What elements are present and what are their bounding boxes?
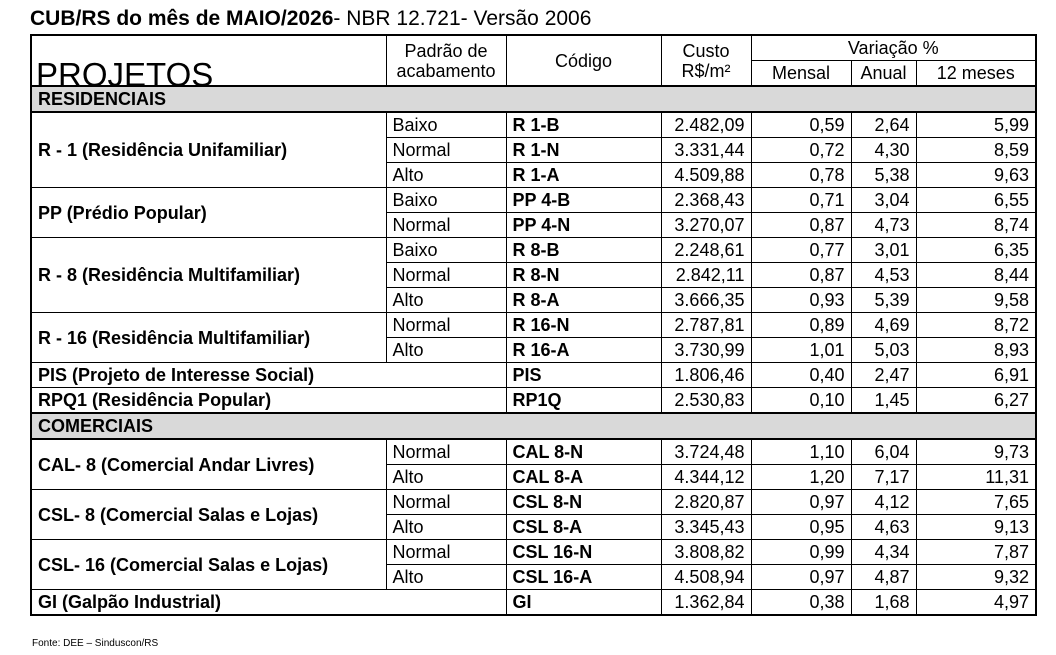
custo-cell: 2.530,83 bbox=[661, 388, 751, 414]
mensal-cell: 0,95 bbox=[751, 515, 851, 540]
project-name: CSL- 16 (Comercial Salas e Lojas) bbox=[31, 540, 386, 590]
codigo-cell: CSL 16-N bbox=[506, 540, 661, 565]
doze-meses-cell: 8,59 bbox=[916, 138, 1036, 163]
table-row bbox=[31, 439, 1036, 465]
table-row bbox=[31, 590, 1036, 616]
anual-cell: 1,45 bbox=[851, 388, 916, 414]
mensal-cell: 0,72 bbox=[751, 138, 851, 163]
anual-cell: 3,01 bbox=[851, 238, 916, 263]
doze-meses-cell: 4,97 bbox=[916, 590, 1036, 616]
codigo-cell: CSL 8-N bbox=[506, 490, 661, 515]
custo-cell: 4.509,88 bbox=[661, 163, 751, 188]
mensal-cell: 1,20 bbox=[751, 465, 851, 490]
codigo-cell: R 1-B bbox=[506, 112, 661, 138]
padrao-cell: Alto bbox=[386, 163, 506, 188]
anual-cell: 5,39 bbox=[851, 288, 916, 313]
custo-cell: 2.842,11 bbox=[661, 263, 751, 288]
anual-cell: 5,38 bbox=[851, 163, 916, 188]
section-row bbox=[31, 413, 1036, 439]
padrao-cell: Normal bbox=[386, 439, 506, 465]
anual-cell: 4,63 bbox=[851, 515, 916, 540]
padrao-cell: Normal bbox=[386, 213, 506, 238]
codigo-header: Código bbox=[506, 35, 661, 86]
padrao-cell: Alto bbox=[386, 515, 506, 540]
padrao-cell: Alto bbox=[386, 465, 506, 490]
codigo-cell: R 8-N bbox=[506, 263, 661, 288]
codigo-cell: R 1-A bbox=[506, 163, 661, 188]
mensal-cell: 0,87 bbox=[751, 213, 851, 238]
table-row bbox=[31, 112, 1036, 138]
section-label: COMERCIAIS bbox=[31, 413, 1036, 439]
custo-cell: 3.730,99 bbox=[661, 338, 751, 363]
padrao-header: Padrão de acabamento bbox=[386, 35, 506, 86]
padrao-cell: Alto bbox=[386, 565, 506, 590]
mensal-cell: 0,97 bbox=[751, 490, 851, 515]
codigo-cell: CSL 8-A bbox=[506, 515, 661, 540]
padrao-cell: Normal bbox=[386, 138, 506, 163]
codigo-cell: CAL 8-A bbox=[506, 465, 661, 490]
anual-cell: 3,04 bbox=[851, 188, 916, 213]
mensal-cell: 0,71 bbox=[751, 188, 851, 213]
codigo-cell: PIS bbox=[506, 363, 661, 388]
custo-cell: 3.666,35 bbox=[661, 288, 751, 313]
codigo-cell: CSL 16-A bbox=[506, 565, 661, 590]
anual-cell: 6,04 bbox=[851, 439, 916, 465]
anual-cell: 4,12 bbox=[851, 490, 916, 515]
mensal-cell: 0,78 bbox=[751, 163, 851, 188]
mensal-cell: 0,87 bbox=[751, 263, 851, 288]
custo-cell: 2.787,81 bbox=[661, 313, 751, 338]
doze-meses-cell: 9,32 bbox=[916, 565, 1036, 590]
codigo-cell: R 16-N bbox=[506, 313, 661, 338]
padrao-cell: Alto bbox=[386, 338, 506, 363]
custo-cell: 4.344,12 bbox=[661, 465, 751, 490]
doze-meses-cell: 9,58 bbox=[916, 288, 1036, 313]
table-row bbox=[31, 540, 1036, 565]
doze-meses-cell: 8,93 bbox=[916, 338, 1036, 363]
doze-meses-header: 12 meses bbox=[916, 61, 1036, 87]
doze-meses-cell: 6,35 bbox=[916, 238, 1036, 263]
table-row bbox=[31, 490, 1036, 515]
doze-meses-cell: 6,55 bbox=[916, 188, 1036, 213]
doze-meses-cell: 8,44 bbox=[916, 263, 1036, 288]
cub-table bbox=[30, 34, 1037, 616]
mensal-cell: 0,97 bbox=[751, 565, 851, 590]
custo-cell: 2.482,09 bbox=[661, 112, 751, 138]
project-name: R - 1 (Residência Unifamiliar) bbox=[31, 112, 386, 188]
codigo-cell: CAL 8-N bbox=[506, 439, 661, 465]
codigo-cell: R 16-A bbox=[506, 338, 661, 363]
custo-line1: Custo bbox=[682, 40, 730, 61]
codigo-cell: R 8-A bbox=[506, 288, 661, 313]
custo-cell: 3.808,82 bbox=[661, 540, 751, 565]
mensal-cell: 0,89 bbox=[751, 313, 851, 338]
custo-cell: 3.270,07 bbox=[661, 213, 751, 238]
custo-cell: 3.724,48 bbox=[661, 439, 751, 465]
project-name: PP (Prédio Popular) bbox=[31, 188, 386, 238]
mensal-cell: 0,59 bbox=[751, 112, 851, 138]
project-name: R - 8 (Residência Multifamiliar) bbox=[31, 238, 386, 313]
custo-cell: 1.806,46 bbox=[661, 363, 751, 388]
project-name: CAL- 8 (Comercial Andar Livres) bbox=[31, 439, 386, 490]
anual-header: Anual bbox=[851, 61, 916, 87]
source-footnote: Fonte: DEE – Sinduscon/RS bbox=[32, 638, 159, 649]
table-row bbox=[31, 388, 1036, 414]
doze-meses-cell: 9,13 bbox=[916, 515, 1036, 540]
custo-cell: 1.362,84 bbox=[661, 590, 751, 616]
title-rest: - NBR 12.721- Versão 2006 bbox=[333, 7, 592, 30]
codigo-cell: R 1-N bbox=[506, 138, 661, 163]
codigo-cell: RP1Q bbox=[506, 388, 661, 414]
variacao-header: Variação % bbox=[751, 35, 1036, 61]
project-name: RPQ1 (Residência Popular) bbox=[31, 388, 506, 414]
padrao-cell: Baixo bbox=[386, 188, 506, 213]
doze-meses-cell: 5,99 bbox=[916, 112, 1036, 138]
padrao-cell: Baixo bbox=[386, 238, 506, 263]
custo-cell: 2.368,43 bbox=[661, 188, 751, 213]
doze-meses-cell: 8,74 bbox=[916, 213, 1036, 238]
mensal-cell: 0,10 bbox=[751, 388, 851, 414]
anual-cell: 5,03 bbox=[851, 338, 916, 363]
codigo-cell: R 8-B bbox=[506, 238, 661, 263]
project-name: GI (Galpão Industrial) bbox=[31, 590, 506, 616]
doze-meses-cell: 6,27 bbox=[916, 388, 1036, 414]
mensal-cell: 1,01 bbox=[751, 338, 851, 363]
custo-line2: R$/m² bbox=[681, 60, 731, 81]
custo-cell: 2.820,87 bbox=[661, 490, 751, 515]
doze-meses-cell: 6,91 bbox=[916, 363, 1036, 388]
custo-cell: 3.331,44 bbox=[661, 138, 751, 163]
padrao-cell: Normal bbox=[386, 263, 506, 288]
table-row bbox=[31, 363, 1036, 388]
padrao-cell: Normal bbox=[386, 313, 506, 338]
table-row bbox=[31, 188, 1036, 213]
mensal-cell: 0,38 bbox=[751, 590, 851, 616]
table-row bbox=[31, 313, 1036, 338]
section-label: RESIDENCIAIS bbox=[31, 86, 1036, 112]
project-name: R - 16 (Residência Multifamiliar) bbox=[31, 313, 386, 363]
padrao-cell: Normal bbox=[386, 490, 506, 515]
anual-cell: 4,34 bbox=[851, 540, 916, 565]
anual-cell: 4,87 bbox=[851, 565, 916, 590]
doze-meses-cell: 9,63 bbox=[916, 163, 1036, 188]
custo-cell: 4.508,94 bbox=[661, 565, 751, 590]
custo-header bbox=[661, 35, 751, 86]
mensal-cell: 0,99 bbox=[751, 540, 851, 565]
projetos-header: PROJETOS bbox=[31, 35, 386, 86]
anual-cell: 4,69 bbox=[851, 313, 916, 338]
codigo-cell: PP 4-N bbox=[506, 213, 661, 238]
table-row bbox=[31, 238, 1036, 263]
doze-meses-cell: 7,87 bbox=[916, 540, 1036, 565]
doze-meses-cell: 9,73 bbox=[916, 439, 1036, 465]
project-name: PIS (Projeto de Interesse Social) bbox=[31, 363, 506, 388]
table-body bbox=[31, 86, 1036, 615]
project-name: CSL- 8 (Comercial Salas e Lojas) bbox=[31, 490, 386, 540]
padrao-cell: Alto bbox=[386, 288, 506, 313]
codigo-cell: GI bbox=[506, 590, 661, 616]
doze-meses-cell: 7,65 bbox=[916, 490, 1036, 515]
mensal-cell: 0,93 bbox=[751, 288, 851, 313]
anual-cell: 2,64 bbox=[851, 112, 916, 138]
doze-meses-cell: 11,31 bbox=[916, 465, 1036, 490]
anual-cell: 4,53 bbox=[851, 263, 916, 288]
mensal-header: Mensal bbox=[751, 61, 851, 87]
title-bold: CUB/RS do mês de MAIO/2026 bbox=[30, 7, 334, 30]
anual-cell: 4,73 bbox=[851, 213, 916, 238]
custo-cell: 3.345,43 bbox=[661, 515, 751, 540]
anual-cell: 4,30 bbox=[851, 138, 916, 163]
padrao-cell: Baixo bbox=[386, 112, 506, 138]
padrao-cell: Normal bbox=[386, 540, 506, 565]
codigo-cell: PP 4-B bbox=[506, 188, 661, 213]
custo-cell: 2.248,61 bbox=[661, 238, 751, 263]
document-title bbox=[30, 7, 591, 31]
mensal-cell: 1,10 bbox=[751, 439, 851, 465]
section-row bbox=[31, 86, 1036, 112]
anual-cell: 2,47 bbox=[851, 363, 916, 388]
anual-cell: 7,17 bbox=[851, 465, 916, 490]
mensal-cell: 0,77 bbox=[751, 238, 851, 263]
anual-cell: 1,68 bbox=[851, 590, 916, 616]
mensal-cell: 0,40 bbox=[751, 363, 851, 388]
doze-meses-cell: 8,72 bbox=[916, 313, 1036, 338]
